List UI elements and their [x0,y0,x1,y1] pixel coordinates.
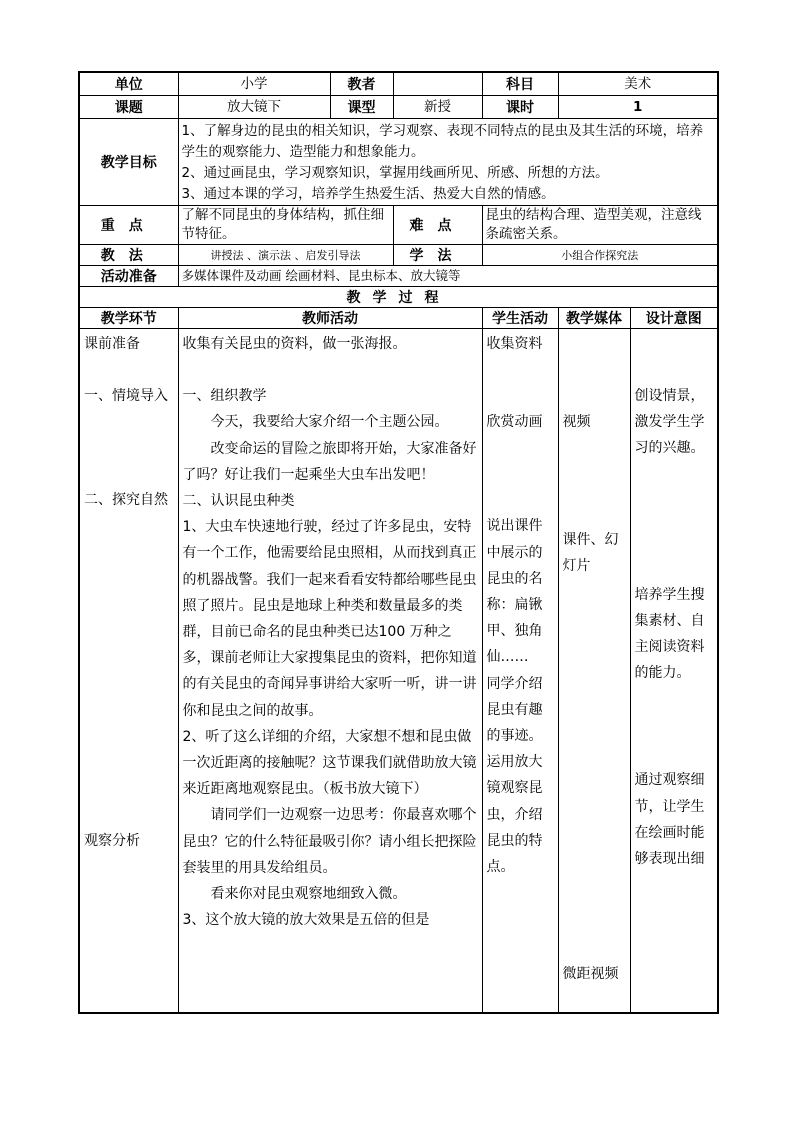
media-slides: 课件、幻灯片 [562,532,619,575]
teacher-prep: 收集有关昆虫的资料，做一张海报。 [182,336,407,352]
teacher-point-2: 2、听了这么详细的介绍，大家想不想和昆虫做一次近距离的接触呢？这节课我们就借助放大镜来近距离地观察昆虫。（板书放大镜下） [182,728,477,798]
student-column [482,329,558,1013]
teacher-column [178,329,482,1013]
key-points-label: 重点 [79,206,178,245]
teacher-label: 教者 [330,72,393,96]
info-row-1 [79,72,718,96]
objective-2: 2、通过画昆虫，学习观察知识，掌握用线画所见、所感、所想的方法。 [181,165,609,181]
difficulty-label: 难点 [393,206,482,245]
methods-row [79,245,718,266]
teacher-value [393,72,482,96]
teacher-section-2: 二、认识昆虫种类 [182,493,295,510]
type-value: 新授 [393,96,482,119]
teacher-question: 请同学们一边观察一边思考：你最喜欢哪个昆虫？它的什么特征最吸引你？请小组长把探险套装里的用具发给组员。 [182,807,477,876]
media-column [558,329,630,1013]
col-header-intent: 设计意图 [630,308,718,329]
prep-content: 多媒体课件及动画 绘画材料、昆虫标本、放大镜等 [178,266,718,287]
intent-collect: 培养学生搜集素材、自主阅读资料的能力。 [634,586,705,682]
col-header-media: 教学媒体 [558,308,630,329]
objectives-content [178,119,718,206]
info-row-2 [79,96,718,119]
subject-label: 科目 [482,72,558,96]
student-magnifier: 运用放大镜观察昆虫，介绍昆虫的特点。 [486,754,543,876]
teacher-organize: 一、组织教学 [182,388,267,405]
type-label: 课型 [330,96,393,119]
key-points-content: 了解不同昆虫的身体结构，抓住细节特征。 [178,206,393,245]
student-share: 同学介绍昆虫有趣的事迹。 [486,675,543,745]
objective-3: 3、通过本课的学习，培养学生热爱生活、热爱大自然的情感。 [181,186,555,202]
lesson-plan-table [78,71,719,1014]
student-name-insects: 说出课件中展示的昆虫的名称：扁锹甲、独角仙…… [486,518,543,666]
prep-row [79,266,718,287]
media-micro-video: 微距视频 [562,965,619,982]
teacher-comment: 看来你对昆虫观察地细致入微。 [210,886,407,903]
stage-intro: 一、情境导入 [84,388,168,405]
topic-value: 放大镜下 [178,96,330,119]
learning-method-label: 学法 [393,245,482,266]
unit-label: 单位 [79,72,178,96]
col-header-teacher: 教师活动 [178,308,482,329]
student-collect: 收集资料 [486,336,543,352]
teacher-intro-1: 今天，我要给大家介绍一个主题公园。 [210,414,449,431]
col-header-stage: 教学环节 [79,308,178,329]
process-title: 教学过程 [79,287,718,308]
student-watch: 欣赏动画 [486,414,543,431]
lesson-plan-page [78,71,717,1024]
process-title-row [79,287,718,308]
stage-observe: 观察分析 [84,832,140,849]
col-header-student: 学生活动 [482,308,558,329]
intent-observe: 通过观察细节，让学生在绘画时能够表现出细 [634,772,705,868]
objective-1: 1、了解身边的昆虫的相关知识，学习观察、表现不同特点的昆虫及其生活的环境，培养学生的观察能力、造型能力和想象能力。 [181,123,704,160]
teaching-method-value: 讲授法 、演示法 、启发引导法 [178,245,393,266]
key-points-row [79,206,718,245]
intent-interest: 创设情景，激发学生学习的兴趣。 [634,388,705,457]
unit-value: 小学 [178,72,330,96]
objectives-row [79,119,718,206]
topic-label: 课题 [79,96,178,119]
teacher-point-3: 3、这个放大镜的放大效果是五倍的但是 [182,912,430,929]
intent-column [630,329,718,1013]
period-value: 1 [558,96,718,119]
prep-label: 活动准备 [79,266,178,287]
stage-column [79,329,178,1013]
stage-prep: 课前准备 [84,336,140,352]
process-header-row [79,308,718,329]
stage-explore: 二、探究自然 [84,492,168,509]
learning-method-value: 小组合作探究法 [482,245,718,266]
subject-value: 美术 [558,72,718,96]
process-body-row [79,329,718,1013]
teacher-intro-2: 改变命运的冒险之旅即将开始，大家准备好了吗？好让我们一起乘坐大虫车出发吧！ [182,440,477,483]
teaching-method-label: 教法 [79,245,178,266]
period-label: 课时 [482,96,558,119]
objectives-label: 教学目标 [79,119,178,206]
teacher-point-1: 1、大虫车快速地行驶，经过了许多昆虫，安特有一个工作，他需要给昆虫照相，从而找到真正的机器战警。我们一起来看看安特都给哪些昆虫照了照片。昆虫是地球上种类和数量最多的类群，目前已命名的昆虫种类已达100 万种之多，课前老师让大家搜集昆虫的资料，把你知道的有关昆虫的奇闻异事讲给大家听一听，讲一讲你和昆虫之间的故事。 [182,519,477,719]
media-video: 视频 [562,414,591,430]
difficulty-content: 昆虫的结构合理、造型美观，注意线条疏密关系。 [482,206,718,245]
